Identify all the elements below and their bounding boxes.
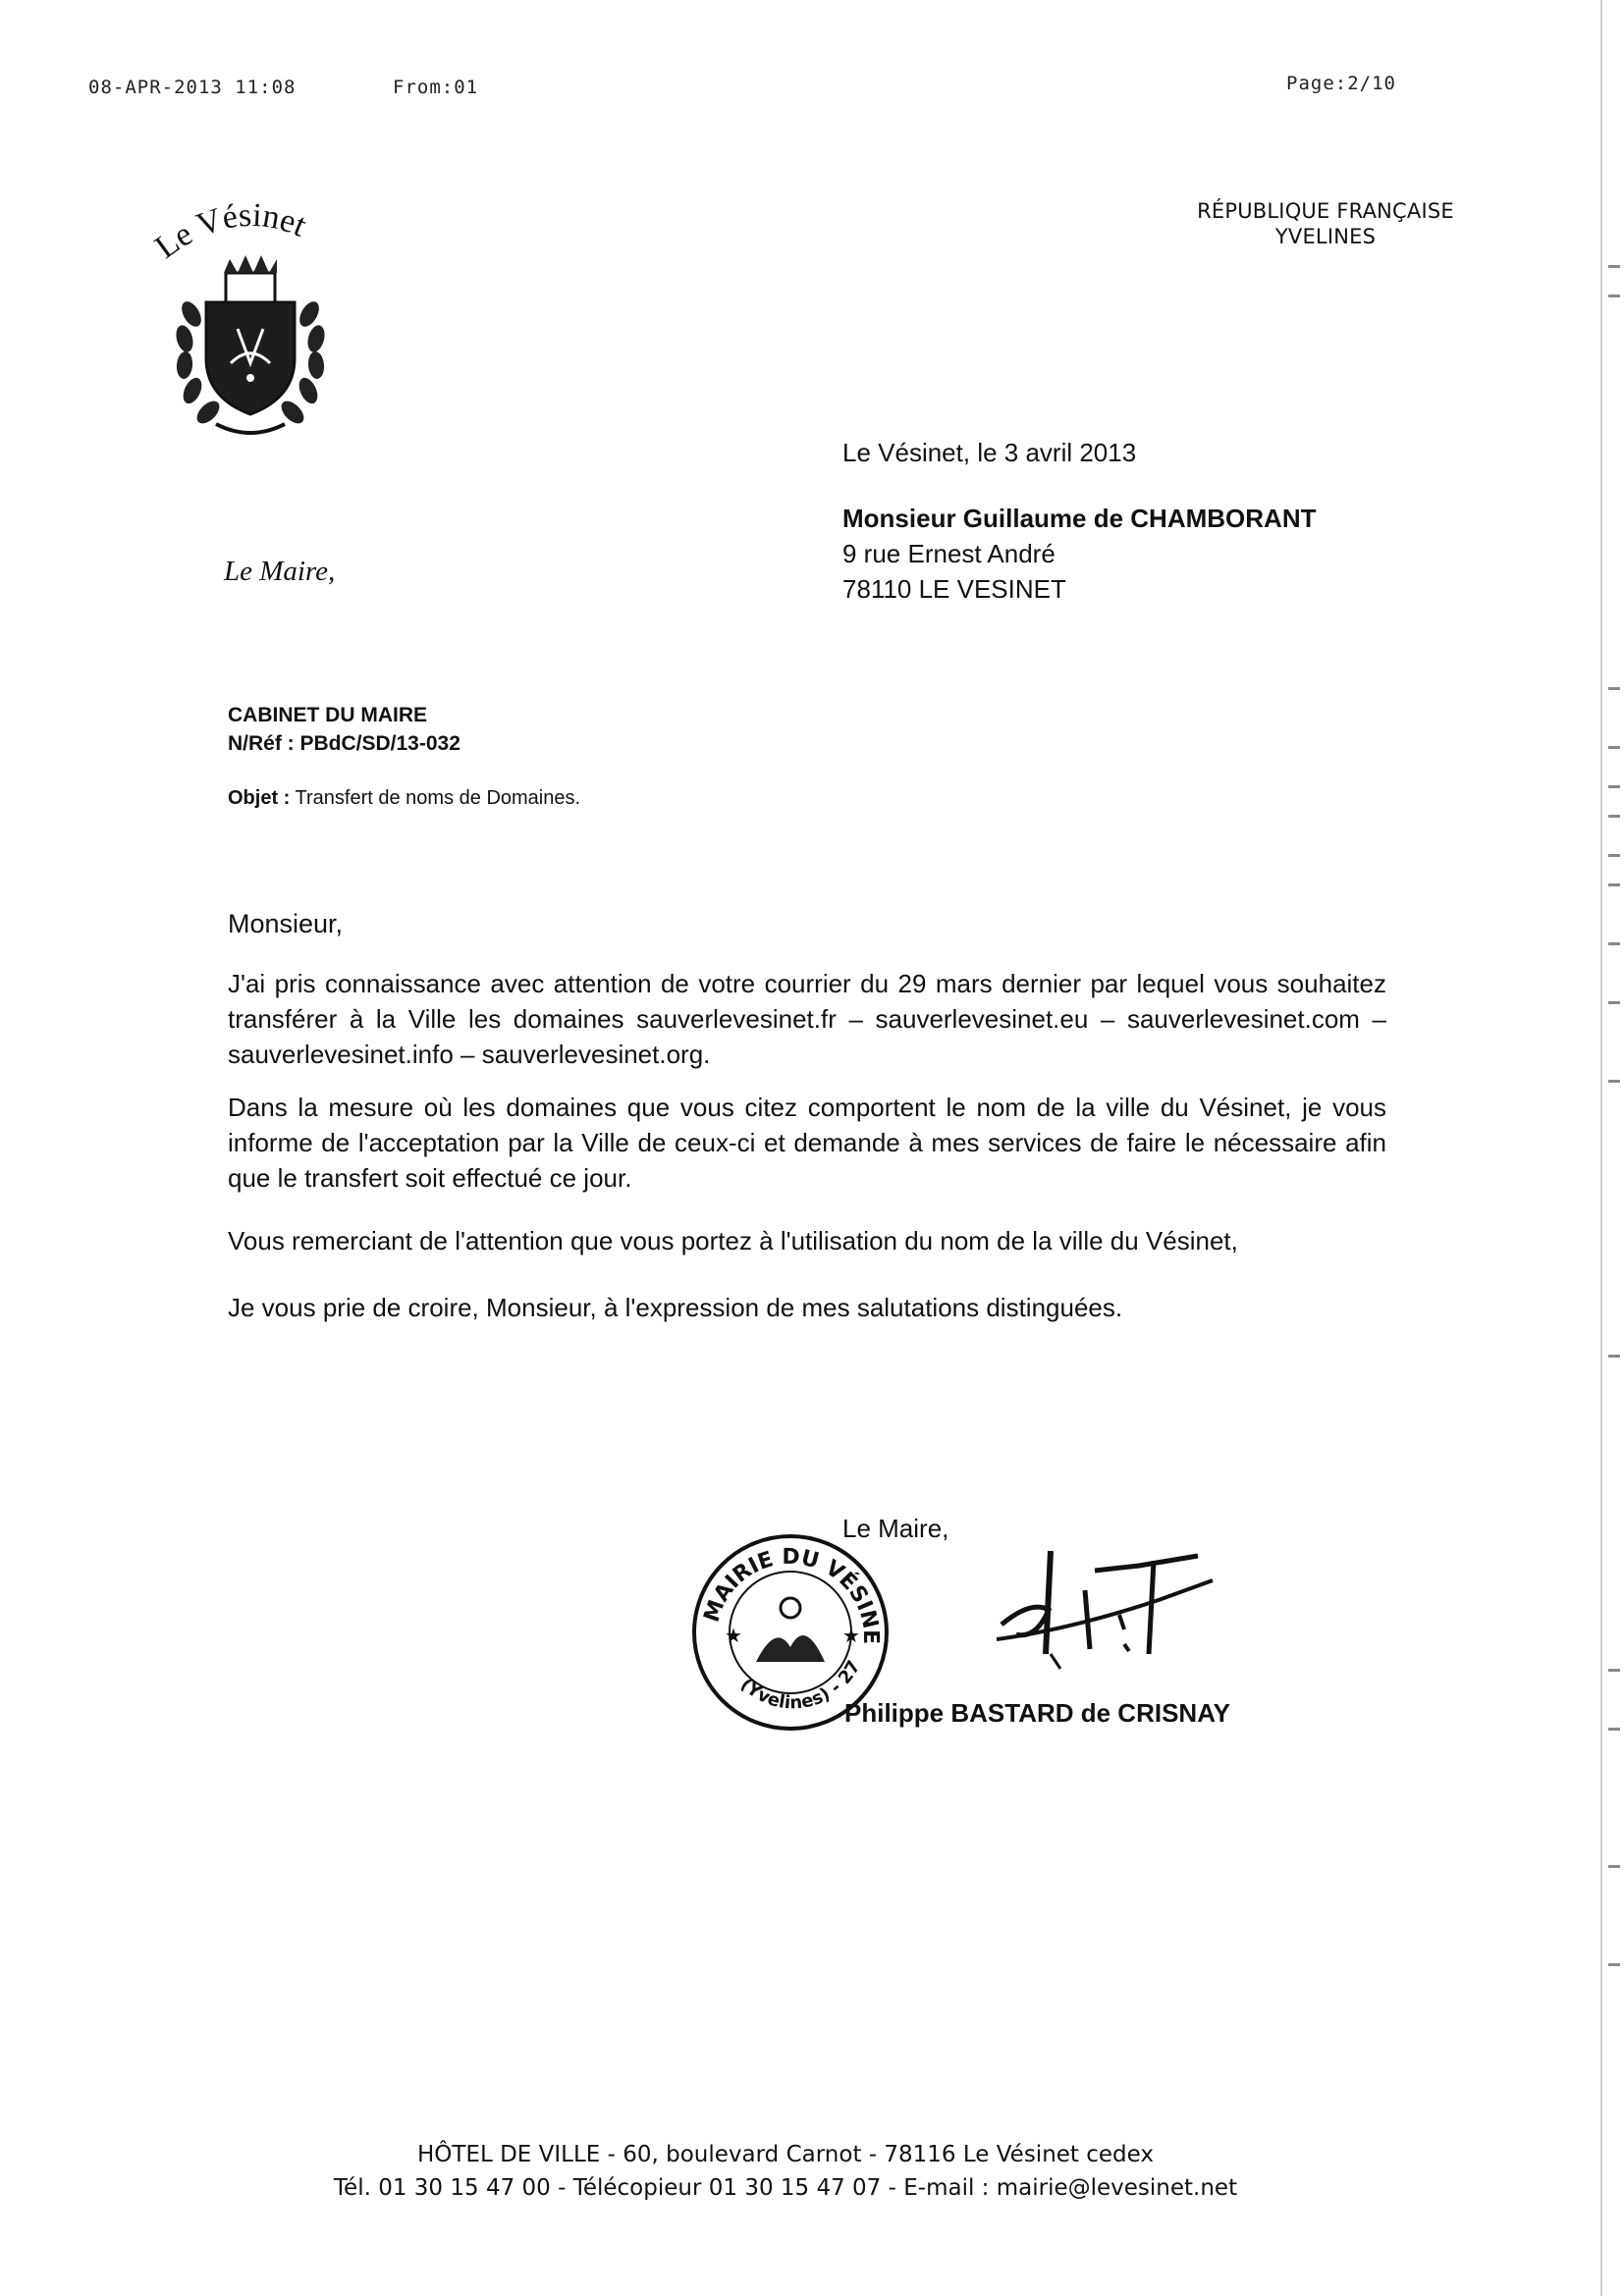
republic-block bbox=[1178, 198, 1473, 249]
fax-page: Page:2/10 bbox=[1286, 73, 1396, 94]
svg-text:★: ★ bbox=[842, 1626, 860, 1647]
svg-text:★: ★ bbox=[725, 1626, 742, 1647]
object-line bbox=[228, 787, 580, 810]
republic-line: RÉPUBLIQUE FRANÇAISE bbox=[1197, 199, 1454, 223]
object-text: Transfert de noms de Domaines. bbox=[295, 787, 581, 809]
recipient-street: 9 rue Ernest André bbox=[842, 539, 1056, 568]
recipient-address bbox=[842, 501, 1316, 607]
footer-address: HÔTEL DE VILLE - 60, boulevard Carnot - 78116 Le Vésinet cedex bbox=[416, 2142, 1155, 2167]
handwritten-signature bbox=[992, 1541, 1218, 1688]
signature-title: Le Maire, bbox=[842, 1514, 949, 1543]
letter-paragraph-2: Dans la mesure où les domaines que vous citez comportent le nom de la ville du Vésinet, je vous informe de l'acceptation par la Ville de ceux-ci et demande à mes services de faire le nécessaire afin que le transfert soit effectué ce jour. bbox=[228, 1093, 1386, 1193]
letter-paragraph-1: J'ai pris connaissance avec attention de votre courrier du 29 mars dernier par lequel vous souhaitez transférer à la Ville les domaines sauverlevesinet.fr – sauverlevesinet.eu – sauverlevesinet.com – sauverlevesinet.info – sauverlevesinet.org. bbox=[228, 969, 1386, 1069]
salutation: Monsieur, bbox=[228, 909, 344, 938]
coat-of-arms-icon bbox=[147, 196, 353, 452]
footer-contact: Tél. 01 30 15 47 00 - Télécopieur 01 30 15 47 07 - E-mail : mairie@levesinet.net bbox=[333, 2175, 1238, 2201]
stamp-top-text: MAIRIE DU VÉSINE bbox=[699, 1544, 884, 1645]
recipient-name: Monsieur Guillaume de CHAMBORANT bbox=[842, 504, 1317, 533]
department-line: YVELINES bbox=[1274, 225, 1377, 248]
fax-datetime: 08-APR-2013 11:08 bbox=[88, 77, 297, 98]
scan-edge-strip bbox=[1600, 0, 1624, 2296]
letter-footer bbox=[245, 2138, 1326, 2205]
reference-block bbox=[228, 701, 460, 758]
sender-title: Le Maire, bbox=[224, 556, 336, 587]
logo-town-name: Le Vésinet bbox=[148, 196, 312, 266]
signature-scribble-icon bbox=[992, 1541, 1218, 1688]
object-label: Objet : bbox=[228, 787, 291, 809]
reference-number: N/Réf : PBdC/SD/13-032 bbox=[228, 732, 460, 755]
department-name: CABINET DU MAIRE bbox=[228, 704, 427, 726]
recipient-city: 78110 LE VESINET bbox=[842, 574, 1066, 604]
letter-closing: Je vous prie de croire, Monsieur, à l'expression de mes salutations distinguées. bbox=[228, 1293, 1123, 1322]
signatory-name: Philippe BASTARD de CRISNAY bbox=[844, 1698, 1230, 1728]
place-date: Le Vésinet, le 3 avril 2013 bbox=[842, 438, 1137, 467]
letter-paragraph-3: Vous remerciant de l'attention que vous portez à l'utilisation du nom de la ville du Vésinet, bbox=[228, 1226, 1238, 1255]
stamp-bottom-text: (Yvelines) - 27 bbox=[735, 1657, 865, 1714]
town-logo bbox=[147, 196, 353, 452]
fax-from: From:01 bbox=[393, 77, 479, 98]
